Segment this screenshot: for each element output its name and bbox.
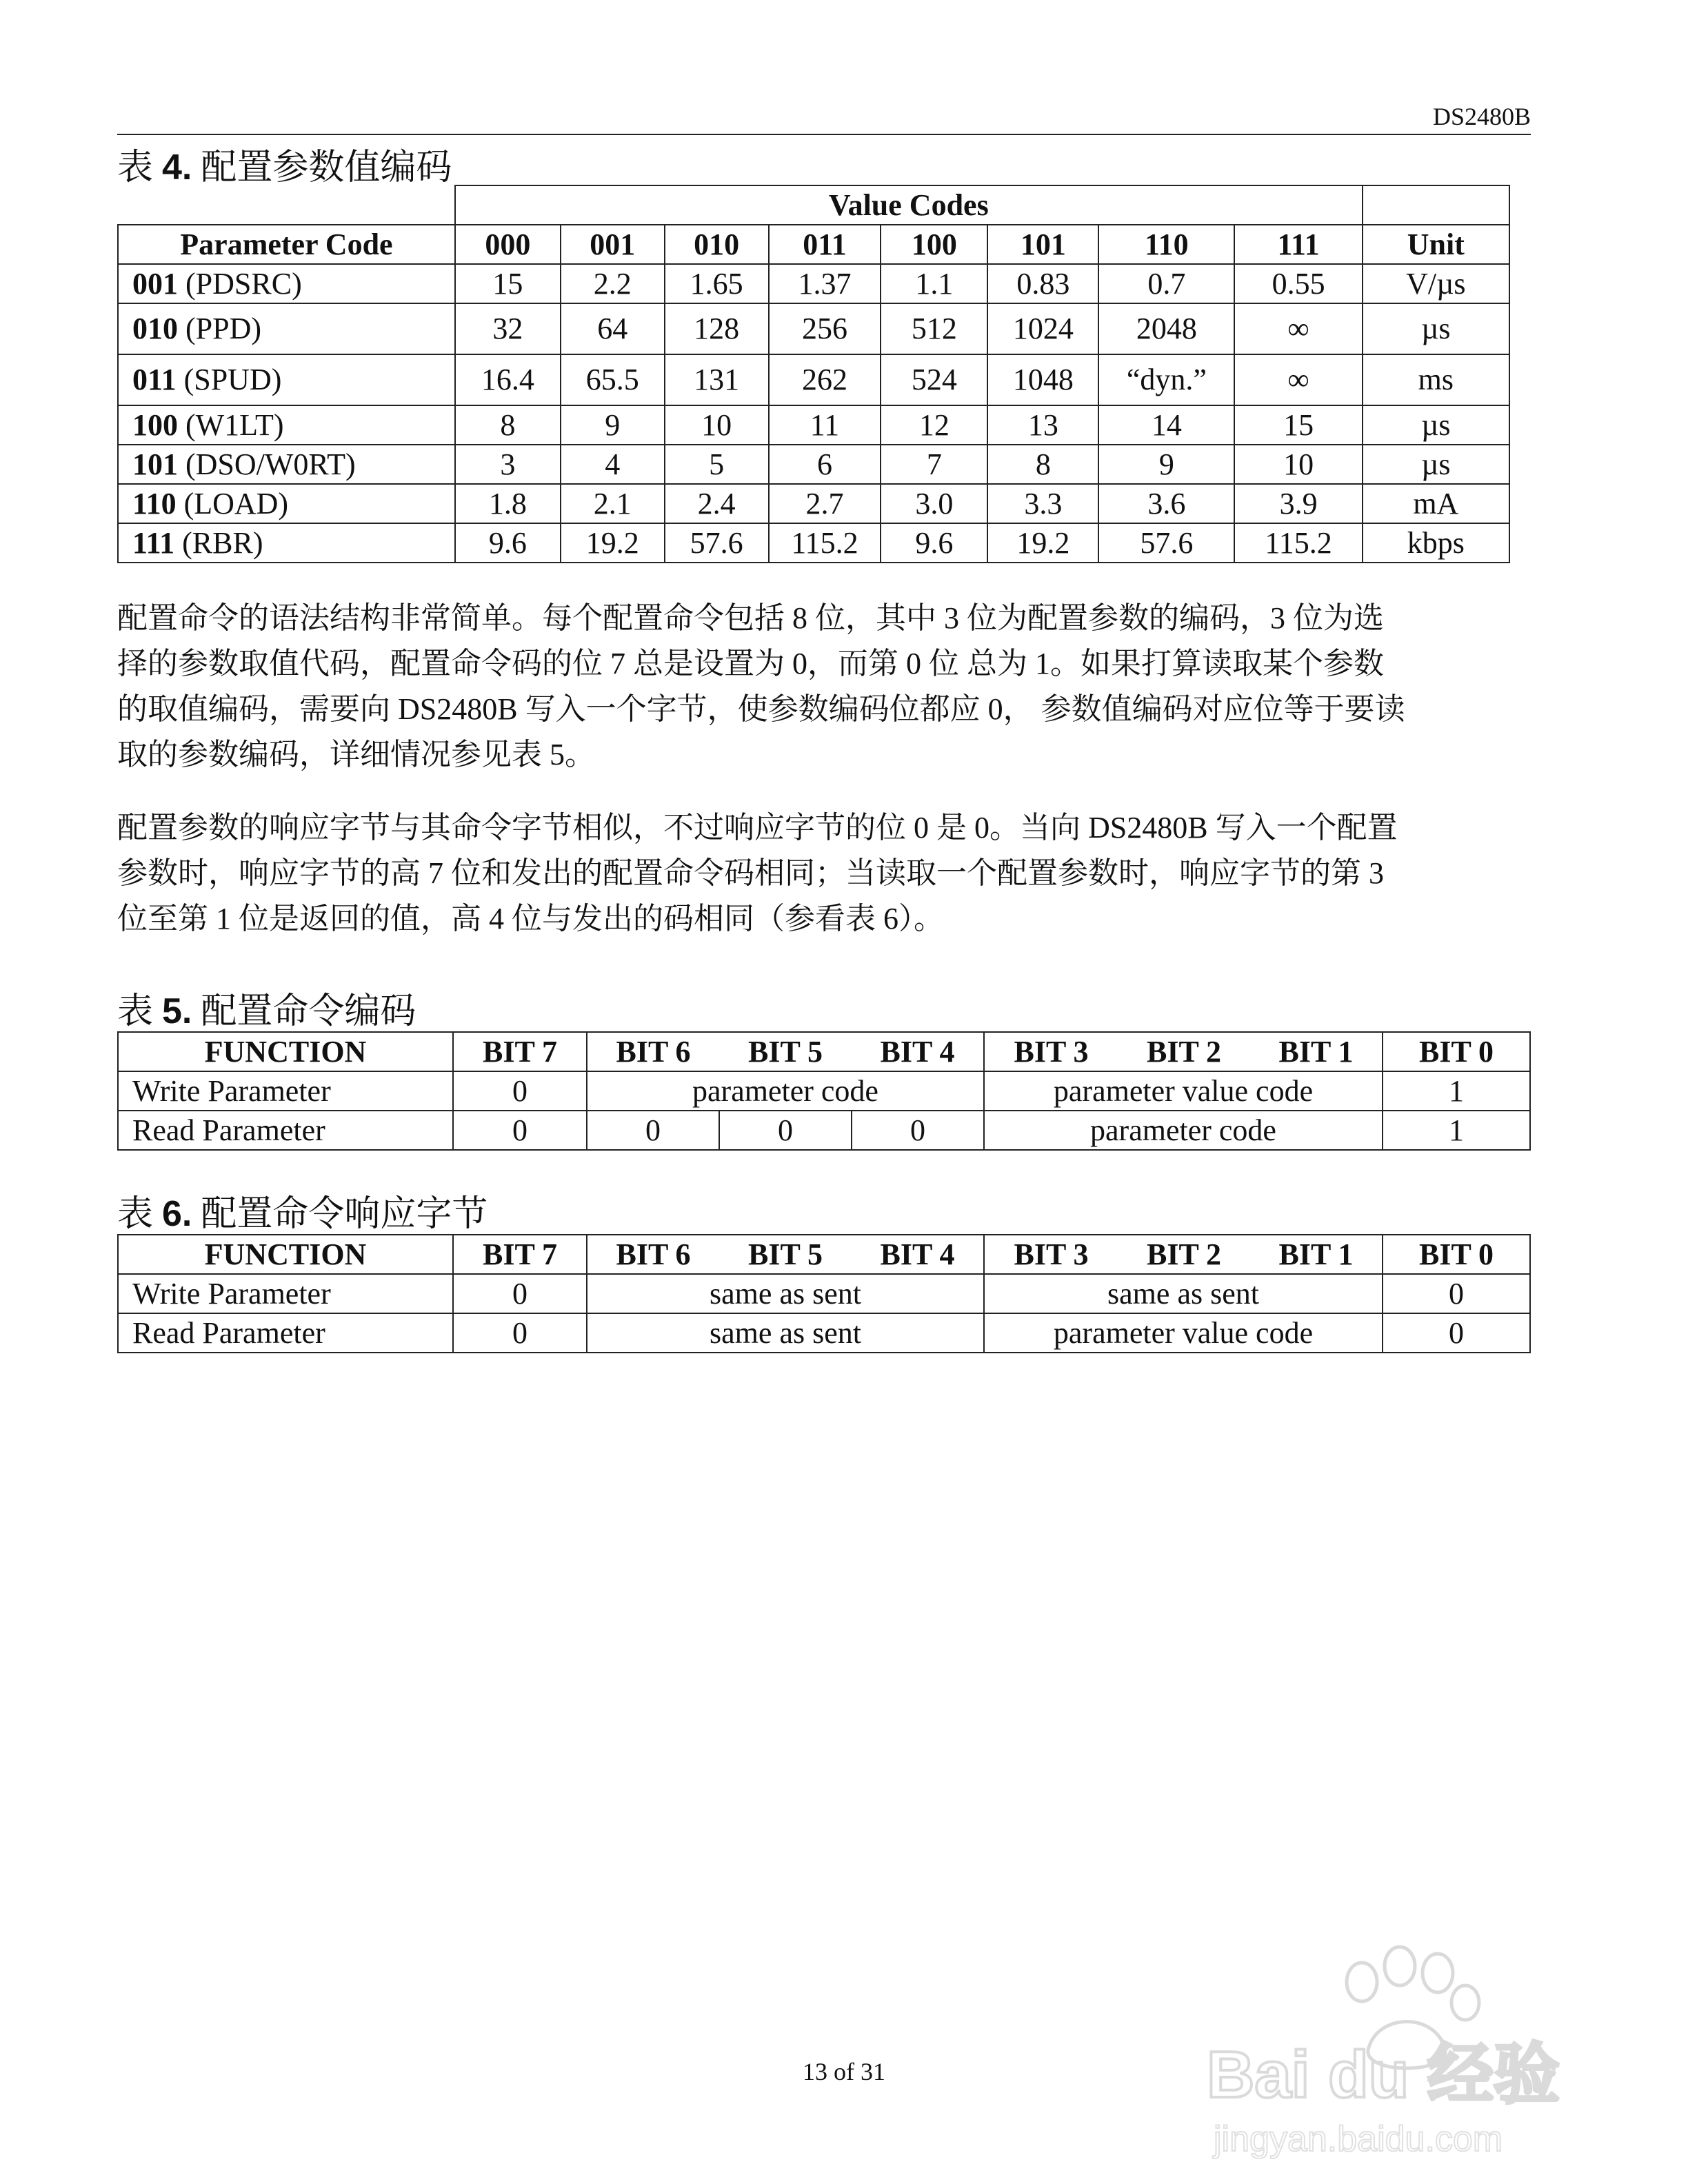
unit-cell: V/µs bbox=[1363, 264, 1509, 303]
value-codes-heading: Value Codes bbox=[455, 185, 1363, 225]
table6-caption-title: 配置命令响应字节 bbox=[201, 1195, 488, 1234]
bit-header: BIT 4 bbox=[852, 1235, 984, 1274]
bit-header: BIT 2 bbox=[1118, 1032, 1250, 1071]
table-row bbox=[118, 445, 1509, 484]
value-cell: 15 bbox=[1234, 405, 1362, 445]
bit-header: BIT 5 bbox=[719, 1235, 852, 1274]
table-row bbox=[118, 354, 1509, 405]
value-cell: 9 bbox=[561, 405, 665, 445]
bit-cell: same as sent bbox=[587, 1313, 984, 1353]
parameter-value-codes-table bbox=[117, 185, 1510, 563]
baidu-jingyan-watermark bbox=[1193, 1917, 1607, 2165]
parameter-name-cell bbox=[118, 303, 455, 354]
value-cell: 512 bbox=[881, 303, 987, 354]
bit-cell: 0 bbox=[453, 1111, 587, 1150]
value-cell: 2.1 bbox=[561, 484, 665, 523]
value-cell: 10 bbox=[1234, 445, 1362, 484]
value-cell: 8 bbox=[987, 445, 1098, 484]
value-cell: 10 bbox=[665, 405, 769, 445]
function-cell: Read Parameter bbox=[118, 1313, 453, 1353]
value-cell: 115.2 bbox=[769, 523, 881, 563]
parameter-code: 100 bbox=[132, 407, 178, 442]
value-cell: 3.9 bbox=[1234, 484, 1362, 523]
value-code-header: 011 bbox=[769, 225, 881, 264]
parameter-label: (PPD) bbox=[185, 312, 262, 345]
value-cell: 2048 bbox=[1098, 303, 1234, 354]
bit-header: BIT 0 bbox=[1383, 1235, 1530, 1274]
value-cell: 2.2 bbox=[561, 264, 665, 303]
function-cell: Read Parameter bbox=[118, 1111, 453, 1150]
paragraph-config-response bbox=[117, 805, 1529, 942]
bit-cell: parameter value code bbox=[984, 1071, 1383, 1111]
table-row bbox=[118, 484, 1509, 523]
unit-cell: mA bbox=[1363, 484, 1509, 523]
table4-body bbox=[118, 264, 1509, 563]
bit-cell: 1 bbox=[1383, 1071, 1530, 1111]
parameter-code: 111 bbox=[132, 525, 175, 560]
parameter-code: 001 bbox=[132, 266, 178, 301]
value-cell: 3.0 bbox=[881, 484, 987, 523]
value-cell: 131 bbox=[665, 354, 769, 405]
value-cell: ∞ bbox=[1234, 354, 1362, 405]
config-command-codes-table bbox=[117, 1031, 1531, 1151]
parameter-name-cell bbox=[118, 354, 455, 405]
parameter-name-cell bbox=[118, 445, 455, 484]
bit-header: BIT 0 bbox=[1383, 1032, 1530, 1071]
value-cell: 1.37 bbox=[769, 264, 881, 303]
paragraph-line: 参数时，响应字节的高 7 位和发出的配置命令码相同；当读取一个配置参数时，响应字节的第 3 bbox=[117, 856, 1384, 890]
value-cell: 5 bbox=[665, 445, 769, 484]
value-cell: 1.65 bbox=[665, 264, 769, 303]
value-cell: 14 bbox=[1098, 405, 1234, 445]
bit-cell: same as sent bbox=[984, 1274, 1383, 1313]
value-cell: 19.2 bbox=[987, 523, 1098, 563]
bit-cell: 0 bbox=[587, 1111, 719, 1150]
value-cell: ∞ bbox=[1234, 303, 1362, 354]
unit-cell: kbps bbox=[1363, 523, 1509, 563]
paragraph-config-syntax bbox=[117, 596, 1529, 778]
value-cell: 11 bbox=[769, 405, 881, 445]
value-cell: 9.6 bbox=[455, 523, 561, 563]
table4-caption-prefix: 表 bbox=[117, 148, 154, 188]
table6-caption bbox=[117, 1184, 488, 1236]
table4-corner bbox=[118, 185, 455, 225]
bit-cell: 0 bbox=[453, 1313, 587, 1353]
bit-header: BIT 4 bbox=[852, 1032, 984, 1071]
table5-caption bbox=[117, 982, 416, 1033]
parameter-name-cell bbox=[118, 523, 455, 563]
value-code-header: 101 bbox=[987, 225, 1098, 264]
paragraph-line: 配置参数的响应字节与其命令字节相似，不过响应字节的位 0 是 0。当向 DS2480B 写入一个配置 bbox=[117, 811, 1398, 845]
value-cell: 8 bbox=[455, 405, 561, 445]
parameter-label: (W1LT) bbox=[185, 407, 284, 442]
page-number: 13 of 31 bbox=[803, 2058, 885, 2085]
paragraph-line: 位至第 1 位是返回的值，高 4 位与发出的码相同（参看表 6）。 bbox=[117, 902, 944, 936]
bit-header: BIT 7 bbox=[453, 1235, 587, 1274]
table-row bbox=[118, 405, 1509, 445]
value-cell: 3.6 bbox=[1098, 484, 1234, 523]
bit-cell: 0 bbox=[1383, 1313, 1530, 1353]
table4-caption-title: 配置参数值编码 bbox=[201, 148, 452, 188]
value-cell: 2.4 bbox=[665, 484, 769, 523]
parameter-name-cell bbox=[118, 264, 455, 303]
value-cell: 3 bbox=[455, 445, 561, 484]
value-cell: 128 bbox=[665, 303, 769, 354]
value-cell: 524 bbox=[881, 354, 987, 405]
paragraph-line: 取的参数编码，详细情况参见表 5。 bbox=[117, 738, 595, 771]
parameter-label: (RBR) bbox=[182, 525, 263, 560]
bit-header: BIT 1 bbox=[1250, 1032, 1383, 1071]
value-cell: 16.4 bbox=[455, 354, 561, 405]
bit-header: BIT 3 bbox=[984, 1235, 1118, 1274]
bit-cell: 0 bbox=[1383, 1274, 1530, 1313]
value-cell: 9.6 bbox=[881, 523, 987, 563]
function-cell: Write Parameter bbox=[118, 1071, 453, 1111]
watermark-brand: Bai du 经验 bbox=[1207, 2038, 1560, 2112]
table-row bbox=[118, 303, 1509, 354]
table5-caption-number: 5. bbox=[162, 991, 192, 1031]
value-cell: 57.6 bbox=[1098, 523, 1234, 563]
parameter-name-cell bbox=[118, 484, 455, 523]
function-header: FUNCTION bbox=[118, 1235, 453, 1274]
table5-caption-prefix: 表 bbox=[117, 992, 154, 1031]
value-code-header: 010 bbox=[665, 225, 769, 264]
bit-header: BIT 6 bbox=[587, 1032, 719, 1071]
bit-header: BIT 1 bbox=[1250, 1235, 1383, 1274]
value-cell: 0.7 bbox=[1098, 264, 1234, 303]
value-cell: 9 bbox=[1098, 445, 1234, 484]
unit-cell: µs bbox=[1363, 303, 1509, 354]
watermark-url: jingyan.baidu.com bbox=[1214, 2119, 1503, 2159]
value-cell: 19.2 bbox=[561, 523, 665, 563]
bit-cell: parameter value code bbox=[984, 1313, 1383, 1353]
value-cell: 0.55 bbox=[1234, 264, 1362, 303]
document-id: DS2480B bbox=[1432, 103, 1531, 130]
value-code-header: 111 bbox=[1234, 225, 1362, 264]
table5-caption-title: 配置命令编码 bbox=[201, 992, 416, 1031]
table6-caption-prefix: 表 bbox=[117, 1195, 154, 1234]
value-code-header: 100 bbox=[881, 225, 987, 264]
value-cell: 1.1 bbox=[881, 264, 987, 303]
unit-cell: ms bbox=[1363, 354, 1509, 405]
table-row bbox=[118, 1111, 1530, 1150]
value-cell: 1.8 bbox=[455, 484, 561, 523]
value-cell: 256 bbox=[769, 303, 881, 354]
value-cell: 1048 bbox=[987, 354, 1098, 405]
bit-cell: 0 bbox=[453, 1071, 587, 1111]
table-row bbox=[118, 264, 1509, 303]
function-header: FUNCTION bbox=[118, 1032, 453, 1071]
parameter-label: (PDSRC) bbox=[185, 266, 302, 301]
value-code-header: 000 bbox=[455, 225, 561, 264]
value-cell: 64 bbox=[561, 303, 665, 354]
value-cell: 262 bbox=[769, 354, 881, 405]
value-cell: 1024 bbox=[987, 303, 1098, 354]
parameter-name-cell bbox=[118, 405, 455, 445]
parameter-label: (LOAD) bbox=[183, 486, 289, 520]
bit-header: BIT 7 bbox=[453, 1032, 587, 1071]
parameter-code-heading: Parameter Code bbox=[118, 225, 455, 264]
value-code-header: 001 bbox=[561, 225, 665, 264]
bit-header: BIT 6 bbox=[587, 1235, 719, 1274]
value-cell: 13 bbox=[987, 405, 1098, 445]
paragraph-line: 择的参数取值代码，配置命令码的位 7 总是设置为 0，而第 0 位 总为 1。如果打算读取某个参数 bbox=[117, 647, 1384, 680]
parameter-label: (SPUD) bbox=[183, 363, 282, 396]
table-row bbox=[118, 523, 1509, 563]
parameter-code: 110 bbox=[132, 486, 177, 520]
value-cell: 32 bbox=[455, 303, 561, 354]
bit-cell: 0 bbox=[852, 1111, 984, 1150]
paragraph-line: 配置命令的语法结构非常简单。每个配置命令包括 8 位，其中 3 位为配置参数的编码，3 位为选 bbox=[117, 601, 1384, 635]
value-cell: 57.6 bbox=[665, 523, 769, 563]
bit-cell: 0 bbox=[453, 1274, 587, 1313]
value-cell: 7 bbox=[881, 445, 987, 484]
value-cell: 3.3 bbox=[987, 484, 1098, 523]
bit-header: BIT 5 bbox=[719, 1032, 852, 1071]
bit-cell: 1 bbox=[1383, 1111, 1530, 1150]
value-cell: 4 bbox=[561, 445, 665, 484]
config-response-byte-table bbox=[117, 1234, 1531, 1353]
bit-header: BIT 3 bbox=[984, 1032, 1118, 1071]
bit-cell: 0 bbox=[719, 1111, 852, 1150]
value-cell: 2.7 bbox=[769, 484, 881, 523]
function-cell: Write Parameter bbox=[118, 1274, 453, 1313]
value-code-header: 110 bbox=[1098, 225, 1234, 264]
value-cell: 15 bbox=[455, 264, 561, 303]
table6-caption-number: 6. bbox=[162, 1194, 192, 1234]
table4-caption-number: 4. bbox=[162, 148, 192, 188]
page-header bbox=[117, 102, 1531, 135]
parameter-code: 011 bbox=[132, 363, 177, 396]
value-cell: 12 bbox=[881, 405, 987, 445]
value-cell: 115.2 bbox=[1234, 523, 1362, 563]
table-row bbox=[118, 1313, 1530, 1353]
bit-cell: parameter code bbox=[984, 1111, 1383, 1150]
table-row bbox=[118, 1274, 1530, 1313]
table-row bbox=[118, 1071, 1530, 1111]
value-cell: 6 bbox=[769, 445, 881, 484]
parameter-code: 010 bbox=[132, 312, 178, 345]
value-cell: 65.5 bbox=[561, 354, 665, 405]
unit-heading: Unit bbox=[1363, 225, 1509, 264]
parameter-label: (DSO/W0RT) bbox=[185, 447, 356, 481]
bit-cell: same as sent bbox=[587, 1274, 984, 1313]
parameter-code: 101 bbox=[132, 447, 178, 481]
bit-header: BIT 2 bbox=[1118, 1235, 1250, 1274]
bit-cell: parameter code bbox=[587, 1071, 984, 1111]
value-cell: 0.83 bbox=[987, 264, 1098, 303]
unit-cell: µs bbox=[1363, 405, 1509, 445]
table4-caption bbox=[117, 138, 452, 190]
paragraph-line: 的取值编码，需要向 DS2480B 写入一个字节，使参数编码位都应 0， 参数值编码对应位等于要读 bbox=[117, 692, 1405, 726]
unit-cell: µs bbox=[1363, 445, 1509, 484]
value-cell: “dyn.” bbox=[1098, 354, 1234, 405]
unit-heading-top bbox=[1363, 185, 1509, 225]
